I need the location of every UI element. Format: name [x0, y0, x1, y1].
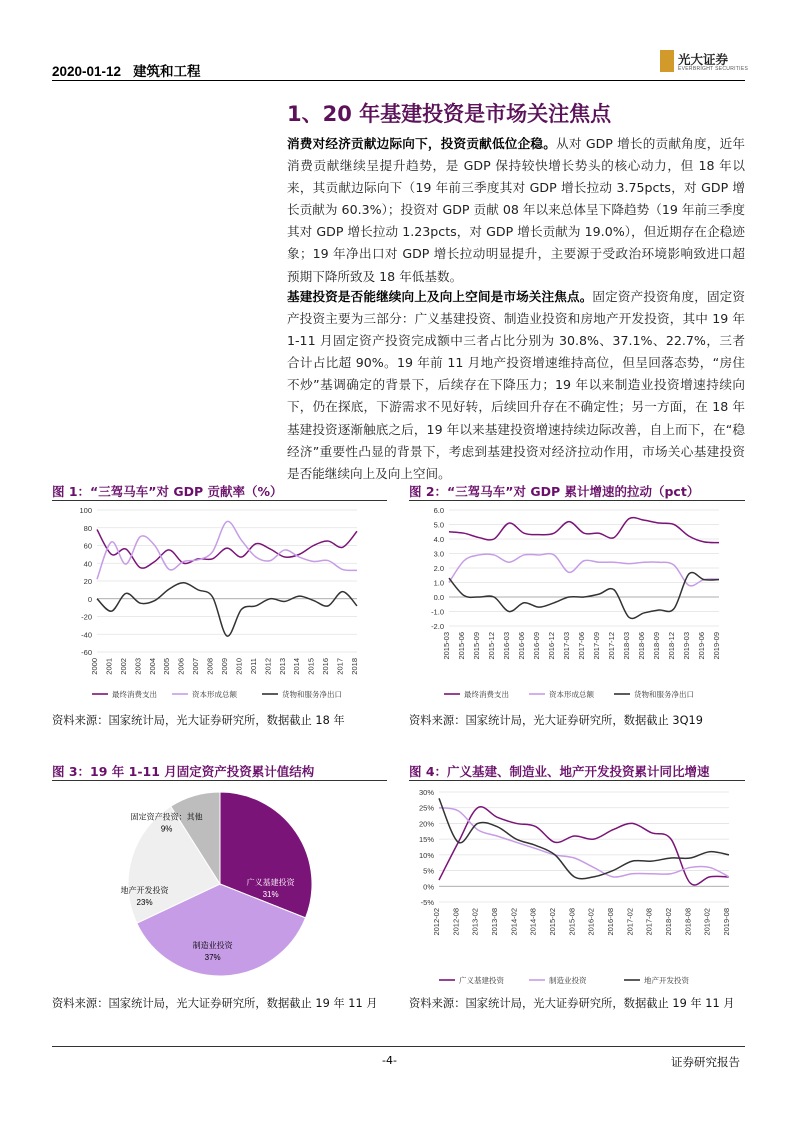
data-point [269, 548, 271, 550]
data-point [628, 563, 630, 565]
data-point [709, 851, 711, 853]
y-tick-label: 6.0 [433, 506, 444, 515]
paragraph-consumption [287, 133, 745, 288]
data-point [728, 876, 730, 878]
x-tick-label: 2015-02 [548, 908, 557, 936]
data-point [342, 591, 344, 593]
data-point [463, 532, 465, 534]
y-tick-label: 0% [423, 882, 434, 892]
industry-label: 建筑和工程 [133, 64, 201, 79]
paragraph-body: 从对 GDP 增长的贡献角度，近年消费贡献继续呈提升趋势，是 GDP 保持较快增长势头的核心动力，但 18 年以来，其贡献边际向下（19 年前三季度其对 GDP 增长拉动 3.75pcts，对 GDP 增长贡献为 60.3%）；投资对 GDP 贡献 08 年以来总体呈下降趋势（19 年前三季度其对 GDP 增长拉动 1.23pcts，对 GDP 增长贡献为 19.0%），但近期存在企稳迹象；19 年净出口对 GDP 增长拉动明显提升，主要源于受政治环境影响致进口超预期下降所致及 18 年低基数。 [287, 136, 746, 284]
data-point [553, 554, 555, 556]
data-point [496, 816, 498, 818]
x-tick-label: 2013 [277, 658, 287, 675]
data-point [670, 873, 672, 875]
header-divider [52, 80, 745, 81]
data-point [598, 532, 600, 534]
fig2-title: 图 2：“三驾马车”对 GDP 累计增速的拉动（pct） [409, 484, 700, 499]
data-point [598, 561, 600, 563]
paragraph-lead: 消费对经济贡献边际向下，投资贡献低位企稳。 [287, 136, 557, 151]
data-point [212, 558, 214, 560]
data-point [613, 537, 615, 539]
data-point [327, 605, 329, 607]
series-line [97, 521, 357, 579]
data-point [553, 602, 555, 604]
data-point [670, 838, 672, 840]
data-point [718, 542, 720, 544]
legend-label: 资本形成总额 [549, 690, 594, 699]
x-tick-label: 2010 [234, 658, 244, 675]
data-point [478, 537, 480, 539]
x-tick-label: 2019-08 [722, 908, 731, 936]
data-point [631, 860, 633, 862]
data-point [538, 606, 540, 608]
data-point [643, 561, 645, 563]
x-tick-label: 2016-06 [517, 632, 526, 660]
x-tick-label: 2018-09 [652, 632, 661, 660]
x-tick-label: 2015 [306, 658, 316, 675]
data-point [212, 551, 214, 553]
footer-divider [52, 1046, 745, 1047]
data-point [709, 867, 711, 869]
x-tick-label: 2017-03 [562, 632, 571, 660]
data-point [583, 596, 585, 598]
fig1-source: 资料来源：国家统计局，光大证券研究所，数据截止 18 年 [52, 714, 345, 727]
data-point [96, 598, 98, 600]
x-tick-label: 2000 [90, 658, 99, 675]
data-point [643, 519, 645, 521]
data-point [154, 600, 156, 602]
data-point [673, 524, 675, 526]
fig3-divider [52, 780, 387, 781]
legend-label: 货物和服务净出口 [634, 690, 694, 699]
data-point [313, 600, 315, 602]
data-point [463, 595, 465, 597]
data-point [573, 857, 575, 859]
y-tick-label: 60 [83, 541, 92, 551]
data-point [538, 534, 540, 536]
x-tick-label: 2007 [191, 658, 201, 675]
data-point [658, 609, 660, 611]
data-point [438, 797, 440, 799]
data-point [327, 560, 329, 562]
fig3-chart [52, 782, 387, 990]
y-tick-label: -1.0 [431, 607, 444, 617]
data-point [226, 521, 228, 523]
page-number: -4- [382, 1054, 397, 1067]
legend-label: 最终消费支出 [112, 690, 157, 699]
y-tick-label: 1.0 [433, 578, 444, 588]
data-point [688, 573, 690, 575]
data-point [703, 579, 705, 581]
y-tick-label: 3.0 [433, 549, 444, 559]
y-tick-label: 20 [83, 577, 92, 586]
data-point [508, 561, 510, 563]
data-point [241, 609, 243, 611]
data-point [154, 545, 156, 547]
slice-label: 制造业投资 [192, 941, 233, 951]
data-point [583, 560, 585, 562]
paragraph-infrastructure [287, 286, 745, 485]
data-point [438, 879, 440, 881]
slice-percent: 23% [136, 898, 153, 908]
x-tick-label: 2015-08 [567, 908, 577, 936]
data-point [535, 848, 537, 850]
x-tick-label: 2018-03 [622, 632, 631, 660]
data-point [313, 561, 315, 563]
x-tick-label: 2017-08 [644, 908, 654, 936]
fig4-chart [409, 782, 745, 990]
fig3-source: 资料来源：国家统计局，光大证券研究所，数据截止 19 年 11 月 [52, 997, 378, 1010]
data-point [197, 589, 199, 591]
data-point [477, 823, 479, 825]
x-tick-label: 2013-08 [490, 908, 499, 936]
data-point [197, 559, 199, 561]
y-tick-label: -20 [81, 612, 92, 622]
x-tick-label: 2014-02 [509, 908, 519, 936]
data-point [448, 582, 450, 584]
data-point [670, 857, 672, 859]
data-point [535, 845, 537, 847]
x-tick-label: 2016-03 [502, 632, 511, 660]
fig2-chart [409, 502, 745, 707]
data-point [703, 541, 705, 543]
data-point [96, 529, 98, 531]
data-point [342, 569, 344, 571]
series-line [97, 583, 357, 636]
data-point [688, 585, 690, 587]
data-point [643, 612, 645, 614]
x-tick-label: 2016 [321, 658, 331, 675]
x-tick-label: 2018-02 [664, 908, 673, 936]
slice-percent: 31% [262, 889, 279, 899]
data-point [478, 596, 480, 598]
data-point [496, 835, 498, 837]
data-point [477, 807, 479, 809]
data-point [139, 602, 141, 604]
data-point [463, 560, 465, 562]
data-point [183, 562, 185, 564]
y-tick-label: 0.0 [433, 593, 444, 602]
section-title: 1、20 年基建投资是市场关注焦点 [287, 102, 612, 126]
x-tick-label: 2011 [248, 658, 258, 675]
legend-label: 最终消费支出 [464, 690, 509, 699]
data-point [154, 561, 156, 563]
data-point [554, 841, 556, 843]
x-tick-label: 2001 [104, 658, 114, 675]
data-point [212, 596, 214, 598]
x-tick-label: 2018-08 [683, 908, 693, 936]
data-point [535, 826, 537, 828]
x-tick-label: 2002 [118, 658, 128, 675]
x-tick-label: 2016-12 [547, 632, 556, 660]
legend-label: 地产开发投资 [644, 976, 689, 985]
x-tick-label: 2015-12 [487, 632, 496, 660]
data-point [583, 532, 585, 534]
legend-label: 货物和服务净出口 [282, 690, 342, 699]
y-tick-label: 15% [418, 835, 434, 845]
data-point [631, 823, 633, 825]
data-point [448, 577, 450, 579]
data-point [168, 569, 170, 571]
slice-percent: 37% [204, 953, 221, 963]
data-point [523, 532, 525, 534]
data-point [298, 595, 300, 597]
data-point [628, 518, 630, 520]
data-point [168, 549, 170, 551]
x-tick-label: 2014 [292, 658, 302, 675]
data-point [298, 553, 300, 555]
data-point [593, 838, 595, 840]
slice-percent: 9% [160, 824, 173, 834]
data-point [689, 882, 691, 884]
x-tick-label: 2012-08 [451, 908, 461, 936]
series-line [439, 807, 729, 885]
data-point [457, 841, 459, 843]
data-point [573, 876, 575, 878]
logo-subtext: EVERBRIGHT SECURITIES [678, 66, 749, 72]
data-point [515, 841, 517, 843]
data-point [313, 545, 315, 547]
fig4-title: 图 4：广义基建、制造业、地产开发投资累计同比增速 [409, 764, 710, 779]
y-tick-label: 4.0 [433, 535, 444, 544]
y-tick-label: -40 [81, 630, 92, 640]
data-point [298, 556, 300, 558]
y-tick-label: -5% [420, 898, 434, 907]
data-point [255, 543, 257, 545]
x-tick-label: 2019-03 [682, 632, 691, 660]
x-tick-label: 2017-02 [625, 908, 635, 936]
x-tick-label: 2017 [335, 658, 345, 675]
data-point [508, 611, 510, 613]
slice-label: 固定资产投资：其他 [130, 812, 203, 822]
fig4-source: 资料来源：国家统计局，光大证券研究所，数据截止 19 年 11 月 [409, 997, 735, 1010]
data-point [496, 826, 498, 828]
x-tick-label: 2019-09 [712, 632, 721, 660]
data-point [457, 810, 459, 812]
data-point [673, 564, 675, 566]
data-point [688, 535, 690, 537]
data-point [269, 560, 271, 562]
x-tick-label: 2005 [162, 658, 172, 675]
data-point [493, 538, 495, 540]
x-tick-label: 2006 [176, 658, 186, 675]
data-point [255, 605, 257, 607]
legend-label: 资本形成总额 [192, 690, 237, 699]
y-tick-label: 30% [418, 788, 434, 797]
data-point [612, 829, 614, 831]
data-point [568, 596, 570, 598]
data-point [554, 854, 556, 856]
report-date: 2020-01-12 建筑和工程 [52, 64, 201, 79]
y-tick-label: 5.0 [433, 520, 444, 530]
x-tick-label: 2017-06 [577, 632, 586, 660]
legend-label: 制造业投资 [549, 976, 587, 985]
data-point [342, 546, 344, 548]
x-tick-label: 2009 [220, 658, 229, 675]
data-point [356, 605, 358, 607]
x-tick-label: 2015-06 [457, 632, 466, 660]
x-tick-label: 2017-09 [592, 632, 601, 660]
data-point [612, 876, 614, 878]
y-tick-label: 5% [423, 866, 434, 876]
y-tick-label: 100 [79, 506, 92, 515]
data-point [568, 521, 570, 523]
data-point [111, 610, 113, 612]
data-point [477, 829, 479, 831]
data-point [523, 554, 525, 556]
y-tick-label: 80 [83, 523, 92, 533]
x-tick-label: 2016-08 [606, 908, 615, 936]
x-tick-label: 2015-09 [472, 632, 481, 660]
logo-text: 光大证券 [678, 52, 729, 67]
x-tick-label: 2008 [205, 658, 215, 675]
data-point [515, 838, 517, 840]
data-point [628, 616, 630, 618]
data-point [631, 873, 633, 875]
data-point [651, 860, 653, 862]
x-tick-label: 2014-08 [528, 908, 538, 936]
data-point [728, 854, 730, 856]
fig2-source: 资料来源：国家统计局，光大证券研究所，数据截止 3Q19 [409, 714, 703, 727]
data-point [284, 549, 286, 551]
data-point [125, 548, 127, 550]
data-point [598, 593, 600, 595]
y-tick-label: 20% [418, 819, 434, 829]
data-point [478, 554, 480, 556]
y-tick-label: -2.0 [431, 622, 444, 631]
slice-label: 广义基建投资 [246, 877, 295, 887]
data-point [613, 561, 615, 563]
x-tick-label: 2018-12 [667, 632, 676, 660]
data-point [709, 876, 711, 878]
x-tick-label: 2003 [133, 658, 143, 675]
data-point [241, 556, 243, 558]
data-point [269, 598, 271, 600]
fig1-chart [52, 502, 387, 707]
data-point [284, 601, 286, 603]
data-point [111, 541, 113, 543]
data-point [515, 823, 517, 825]
x-tick-label: 2012 [263, 658, 273, 675]
x-tick-label: 2015-03 [442, 632, 451, 660]
fig1-divider [52, 500, 387, 501]
data-point [356, 569, 358, 571]
y-tick-label: 25% [418, 803, 434, 813]
data-point [673, 608, 675, 610]
x-tick-label: 2016-02 [586, 908, 596, 936]
data-point [613, 589, 615, 591]
x-tick-label: 2018-06 [637, 632, 646, 660]
data-point [689, 867, 691, 869]
data-point [255, 556, 257, 558]
slice-label: 地产开发投资 [120, 886, 169, 896]
y-tick-label: 10% [418, 850, 434, 860]
data-point [689, 857, 691, 859]
series-line [439, 808, 729, 877]
x-tick-label: 2018 [350, 658, 359, 675]
y-tick-label: 0 [87, 594, 92, 604]
x-tick-label: 2013-02 [470, 908, 480, 936]
x-tick-label: 2017-12 [607, 632, 616, 660]
data-point [568, 571, 570, 573]
x-tick-label: 2012-02 [432, 908, 441, 936]
data-point [493, 554, 495, 556]
y-tick-label: 40 [83, 559, 92, 569]
data-point [139, 536, 141, 538]
data-point [448, 531, 450, 533]
data-point [651, 832, 653, 834]
data-point [718, 579, 720, 581]
logo-icon [660, 50, 674, 72]
data-point [183, 582, 185, 584]
data-point [573, 835, 575, 837]
data-point [438, 807, 440, 809]
data-point [593, 876, 595, 878]
data-point [183, 561, 185, 563]
data-point [651, 873, 653, 875]
data-point [111, 553, 113, 555]
fig2-divider [409, 500, 745, 501]
data-point [125, 563, 127, 565]
data-point [168, 588, 170, 590]
x-tick-label: 2019-06 [697, 632, 706, 660]
x-tick-label: 2004 [147, 658, 157, 675]
data-point [241, 539, 243, 541]
data-point [658, 522, 660, 524]
footer-label: 证券研究报告 [671, 1055, 740, 1069]
data-point [96, 578, 98, 580]
data-point [538, 554, 540, 556]
data-point [284, 556, 286, 558]
data-point [493, 596, 495, 598]
paragraph-lead: 基建投资是否能继续向上及向上空间是市场关注焦点。 [287, 289, 593, 304]
fig4-divider [409, 780, 745, 781]
data-point [612, 870, 614, 872]
y-tick-label: 2.0 [433, 564, 444, 573]
data-point [226, 547, 228, 549]
data-point [593, 867, 595, 869]
fig3-title: 图 3：19 年 1-11 月固定资产投资累计值结构 [52, 764, 315, 779]
data-point [523, 602, 525, 604]
data-point [508, 522, 510, 524]
data-point [356, 530, 358, 532]
data-point [139, 567, 141, 569]
data-point [658, 561, 660, 563]
data-point [553, 532, 555, 534]
x-tick-label: 2019-02 [702, 908, 712, 936]
y-tick-label: -60 [81, 648, 92, 657]
data-point [327, 540, 329, 542]
paragraph-body: 固定资产投资角度，固定资产投资主要为三部分：广义基建投资、制造业投资和房地产开发投资，其中 19 年 1-11 月固定资产投资完成额中三者占比分别为 30.8%、37.1%、22.7%，三者合计占比超 90%。19 年前 11 月地产投资增速维持高位，但呈回落态势，“房住不炒”基调确定的背景下，后续存在下降压力；19 年以来制造业投资增速持续向下，仍在探底，下游需求不见好转，后续回升存在不确定性；另一方面，在 18 年基建投资逐渐触底之后，19 年以来基建投资增速持续边际改善，自上而下，在“稳经济”重要性凸显的背景下，考虑到基建投资对经济拉动作用，市场关心基建投资是否能继续向上及向上空间。 [287, 289, 746, 481]
x-tick-label: 2016-09 [532, 632, 541, 660]
fig1-title: 图 1：“三驾马车”对 GDP 贡献率（%） [52, 484, 283, 499]
legend-label: 广义基建投资 [459, 976, 504, 985]
data-point [226, 635, 228, 637]
data-point [125, 593, 127, 595]
series-line [449, 554, 719, 586]
